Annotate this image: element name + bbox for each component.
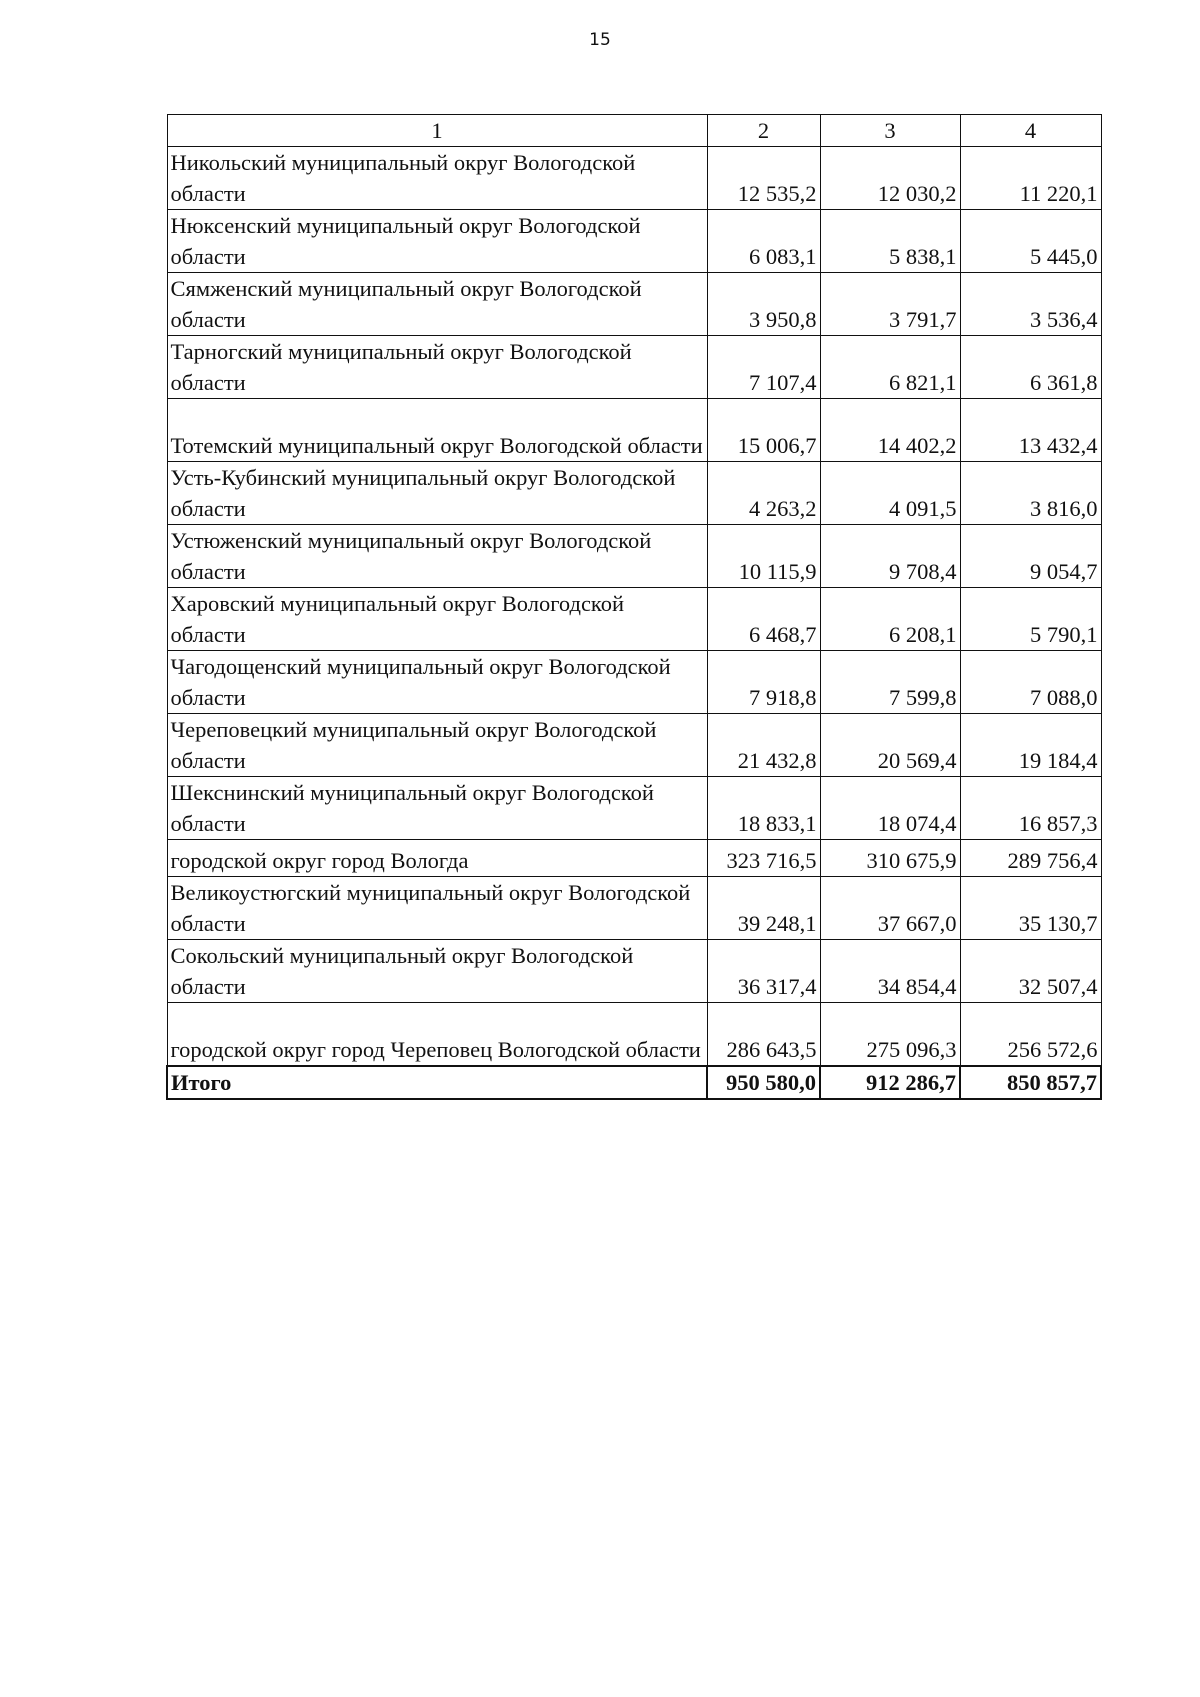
header-row xyxy=(167,115,1101,147)
total-value-col3: 912 286,7 xyxy=(820,1066,960,1099)
total-value-col2: 950 580,0 xyxy=(707,1066,820,1099)
table-row xyxy=(167,273,1101,336)
table-row xyxy=(167,940,1101,1003)
municipality-name: Никольский муниципальный округ Вологодской области xyxy=(167,147,707,210)
total-row xyxy=(167,1066,1101,1099)
value-col2: 3 950,8 xyxy=(707,273,820,336)
value-col4: 32 507,4 xyxy=(960,940,1101,1003)
table-footer xyxy=(167,1066,1101,1099)
table-row xyxy=(167,462,1101,525)
column-header-2: 2 xyxy=(707,115,820,147)
value-col4: 3 816,0 xyxy=(960,462,1101,525)
table-row xyxy=(167,777,1101,840)
budget-table-wrapper xyxy=(166,114,1102,1100)
municipality-name: Тарногский муниципальный округ Вологодской области xyxy=(167,336,707,399)
table-row xyxy=(167,336,1101,399)
municipality-name: Шекснинский муниципальный округ Вологодской области xyxy=(167,777,707,840)
value-col3: 3 791,7 xyxy=(820,273,960,336)
value-col3: 14 402,2 xyxy=(820,399,960,462)
value-col3: 6 821,1 xyxy=(820,336,960,399)
table-header xyxy=(167,115,1101,147)
value-col2: 6 083,1 xyxy=(707,210,820,273)
value-col3: 12 030,2 xyxy=(820,147,960,210)
value-col4: 7 088,0 xyxy=(960,651,1101,714)
value-col2: 323 716,5 xyxy=(707,840,820,877)
table-body xyxy=(167,147,1101,1067)
value-col4: 9 054,7 xyxy=(960,525,1101,588)
value-col3: 9 708,4 xyxy=(820,525,960,588)
value-col4: 6 361,8 xyxy=(960,336,1101,399)
value-col2: 21 432,8 xyxy=(707,714,820,777)
value-col3: 6 208,1 xyxy=(820,588,960,651)
value-col3: 34 854,4 xyxy=(820,940,960,1003)
value-col3: 275 096,3 xyxy=(820,1003,960,1067)
municipality-name: Нюксенский муниципальный округ Вологодской области xyxy=(167,210,707,273)
value-col4: 3 536,4 xyxy=(960,273,1101,336)
value-col4: 5 445,0 xyxy=(960,210,1101,273)
municipality-name: городской округ город Череповец Вологодской области xyxy=(167,1003,707,1067)
table-row xyxy=(167,1003,1101,1067)
value-col3: 4 091,5 xyxy=(820,462,960,525)
value-col2: 18 833,1 xyxy=(707,777,820,840)
municipality-name: Великоустюгский муниципальный округ Вологодской области xyxy=(167,877,707,940)
municipality-name: Чагодощенский муниципальный округ Вологодской области xyxy=(167,651,707,714)
value-col4: 35 130,7 xyxy=(960,877,1101,940)
value-col2: 6 468,7 xyxy=(707,588,820,651)
municipality-name: Устюженский муниципальный округ Вологодской области xyxy=(167,525,707,588)
table-row xyxy=(167,877,1101,940)
value-col4: 19 184,4 xyxy=(960,714,1101,777)
value-col3: 18 074,4 xyxy=(820,777,960,840)
value-col2: 12 535,2 xyxy=(707,147,820,210)
value-col3: 20 569,4 xyxy=(820,714,960,777)
value-col2: 4 263,2 xyxy=(707,462,820,525)
total-label: Итого xyxy=(167,1066,707,1099)
table-row xyxy=(167,399,1101,462)
value-col4: 289 756,4 xyxy=(960,840,1101,877)
municipality-name: Сямженский муниципальный округ Вологодской области xyxy=(167,273,707,336)
budget-table xyxy=(166,114,1102,1100)
column-header-1: 1 xyxy=(167,115,707,147)
table-row xyxy=(167,714,1101,777)
value-col3: 5 838,1 xyxy=(820,210,960,273)
municipality-name: Сокольский муниципальный округ Вологодской области xyxy=(167,940,707,1003)
value-col2: 15 006,7 xyxy=(707,399,820,462)
value-col2: 7 918,8 xyxy=(707,651,820,714)
column-header-4: 4 xyxy=(960,115,1101,147)
value-col4: 256 572,6 xyxy=(960,1003,1101,1067)
value-col3: 37 667,0 xyxy=(820,877,960,940)
value-col3: 310 675,9 xyxy=(820,840,960,877)
value-col2: 7 107,4 xyxy=(707,336,820,399)
municipality-name: Усть-Кубинский муниципальный округ Вологодской области xyxy=(167,462,707,525)
value-col2: 36 317,4 xyxy=(707,940,820,1003)
table-row xyxy=(167,525,1101,588)
municipality-name: Тотемский муниципальный округ Вологодской области xyxy=(167,399,707,462)
municipality-name: городской округ город Вологда xyxy=(167,840,707,877)
value-col2: 39 248,1 xyxy=(707,877,820,940)
total-value-col4: 850 857,7 xyxy=(960,1066,1101,1099)
value-col4: 11 220,1 xyxy=(960,147,1101,210)
table-row xyxy=(167,651,1101,714)
page-number: 15 xyxy=(589,30,611,50)
value-col2: 10 115,9 xyxy=(707,525,820,588)
value-col4: 13 432,4 xyxy=(960,399,1101,462)
value-col3: 7 599,8 xyxy=(820,651,960,714)
table-row xyxy=(167,147,1101,210)
municipality-name: Череповецкий муниципальный округ Вологодской области xyxy=(167,714,707,777)
municipality-name: Харовский муниципальный округ Вологодской области xyxy=(167,588,707,651)
value-col2: 286 643,5 xyxy=(707,1003,820,1067)
value-col4: 5 790,1 xyxy=(960,588,1101,651)
table-row xyxy=(167,840,1101,877)
column-header-3: 3 xyxy=(820,115,960,147)
table-row xyxy=(167,588,1101,651)
value-col4: 16 857,3 xyxy=(960,777,1101,840)
table-row xyxy=(167,210,1101,273)
